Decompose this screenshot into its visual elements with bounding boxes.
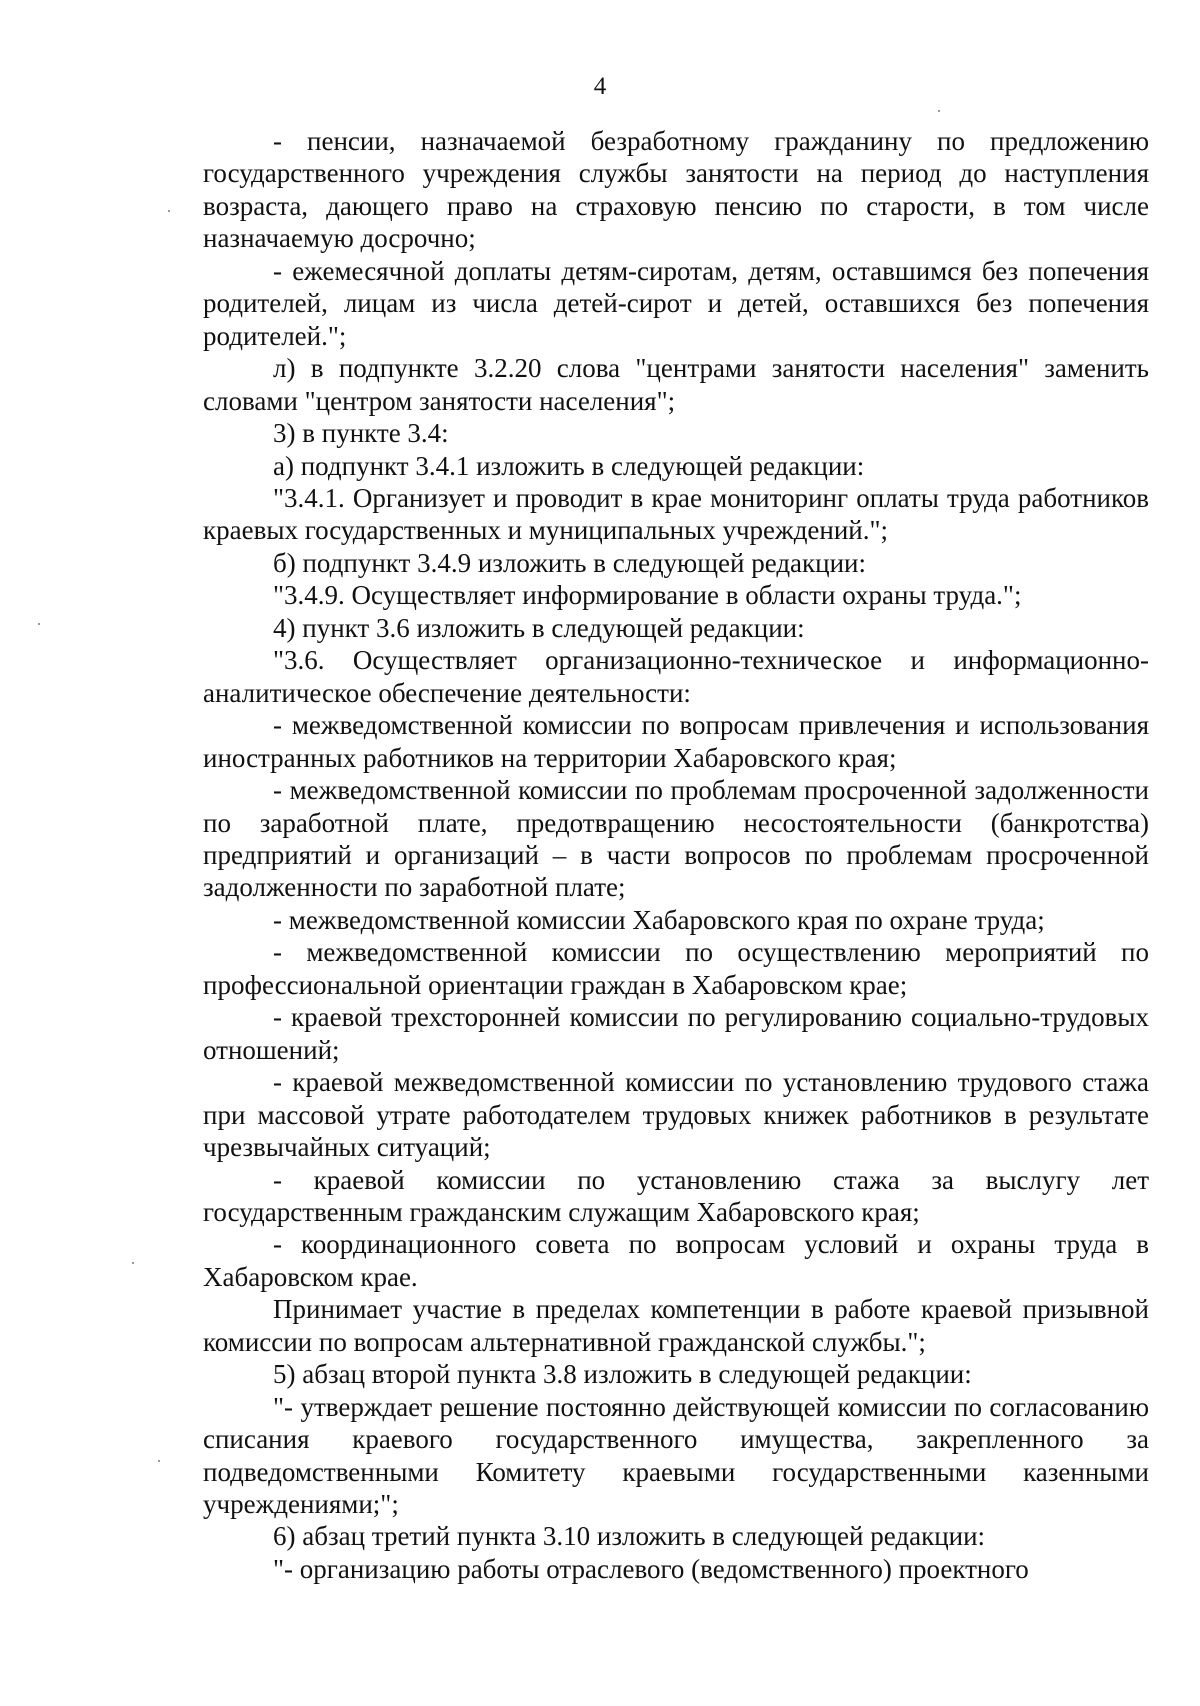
paragraph: - межведомственной комиссии по проблемам просроченной задолженности по заработной плате, предотвращению несостоятельности (банкротства) предприятий и организаций – в части вопросов по проблемам просроченной задолженности по заработной плате; bbox=[203, 775, 1149, 903]
paragraph: 3) в пункте 3.4: bbox=[273, 418, 449, 449]
paragraph: л) в подпункте 3.2.20 слова "центрами занятости населения" заменить словами "центром занятости населения"; bbox=[203, 353, 1149, 416]
paragraph: а) подпункт 3.4.1 изложить в следующей редакции: bbox=[273, 450, 865, 481]
paragraph: - краевой межведомственной комиссии по установлению трудового стажа при массовой утрате работодателем трудовых книжек работников в результате чрезвычайных ситуаций; bbox=[203, 1067, 1149, 1163]
paragraph: - краевой трехсторонней комиссии по регулированию социально-трудовых отношений; bbox=[203, 1002, 1149, 1065]
paragraph: "3.4.1. Организует и проводит в крае мониторинг оплаты труда работников краевых государственных и муниципальных учреждений."; bbox=[203, 482, 1149, 546]
paragraph: - ежемесячной доплаты детям-сиротам, детям, оставшимся без попечения родителей, лицам из числа детей-сирот и детей, оставшихся без попечения родителей."; bbox=[203, 255, 1149, 351]
paragraph: "3.4.9. Осуществляет информирование в области охраны труда."; bbox=[273, 580, 1022, 611]
paragraph: - межведомственной комиссии по вопросам привлечения и использования иностранных работников на территории Хабаровского края; bbox=[203, 710, 1149, 773]
paragraph: 4) пункт 3.6 изложить в следующей редакции: bbox=[273, 612, 805, 643]
paragraph: - пенсии, назначаемой безработному гражданину по предложению государственного учреждения службы занятости на период до наступления возраста, дающего право на страховую пенсию по старости, в том числе назначаемую досрочно; bbox=[203, 126, 1149, 254]
paragraph: - краевой комиссии по установлению стажа за выслугу лет государственным гражданским служащим Хабаровского края; bbox=[203, 1164, 1149, 1227]
paragraph: б) подпункт 3.4.9 изложить в следующей редакции: bbox=[273, 547, 867, 578]
paragraph: "- утверждает решение постоянно действующей комиссии по согласованию списания краевого государственного имущества, закрепленного за подведомственными Комитету краевыми государственными казенными учреждениями;"; bbox=[203, 1391, 1149, 1520]
paragraph: "- организацию работы отраслевого (ведомственного) проектного bbox=[273, 1553, 1029, 1584]
paragraph: - межведомственной комиссии по осуществлению мероприятий по профессиональной ориентации граждан в Хабаровском крае; bbox=[203, 937, 1149, 1000]
scan-speck bbox=[158, 1460, 160, 1462]
paragraph: - координационного совета по вопросам условий и охраны труда в Хабаровском крае. bbox=[203, 1229, 1149, 1292]
document-body bbox=[203, 125, 1149, 1585]
paragraph: 5) абзац второй пункта 3.8 изложить в следующей редакции: bbox=[273, 1359, 972, 1390]
paragraph: - межведомственной комиссии Хабаровского края по охране труда; bbox=[273, 904, 1045, 935]
scan-speck bbox=[938, 110, 940, 112]
scan-speck bbox=[38, 623, 40, 625]
paragraph: Принимает участие в пределах компетенции в работе краевой призывной комиссии по вопросам альтернативной гражданской службы."; bbox=[203, 1294, 1149, 1357]
scan-speck bbox=[168, 210, 170, 212]
paragraph: 6) абзац третий пункта 3.10 изложить в следующей редакции: bbox=[273, 1521, 986, 1552]
page-number: 4 bbox=[593, 73, 607, 100]
scan-speck bbox=[132, 1262, 134, 1264]
paragraph: "3.6. Осуществляет организационно-техническое и информационно-аналитическое обеспечение деятельности: bbox=[203, 645, 1149, 708]
